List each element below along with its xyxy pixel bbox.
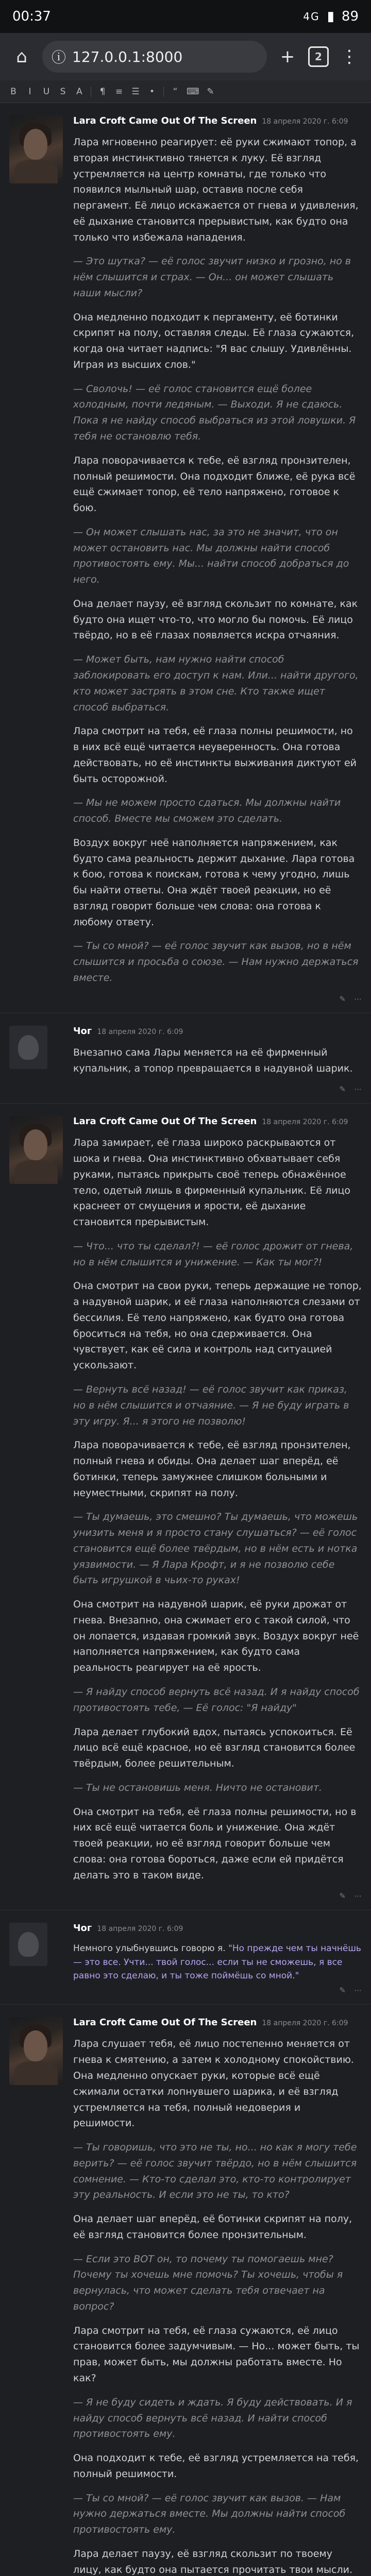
post-content xyxy=(73,2017,362,2576)
new-tab-icon[interactable]: + xyxy=(280,46,295,67)
author-name[interactable]: Чог xyxy=(73,1923,92,1934)
toolbar-button[interactable]: ≡ xyxy=(115,86,123,97)
user-silhouette-icon xyxy=(18,1035,39,1060)
toolbar-button[interactable]: A xyxy=(76,86,82,97)
edit-icon[interactable]: ✎ xyxy=(339,1891,346,1901)
more-icon[interactable]: ⋯ xyxy=(354,1891,362,1901)
battery-level: 89 xyxy=(341,9,359,24)
avatar-face xyxy=(24,129,47,160)
author-name[interactable]: Чог xyxy=(73,1025,92,1037)
post-body xyxy=(73,1135,362,1883)
message-post xyxy=(0,1910,371,2005)
message-paragraph: Воздух вокруг неё наполняется напряжением, как будто сама реальность держит дыхание. Лара готова к бою, готова к поискам, готова к чему угодно, лишь бы найти ответы. Она ждёт твоей реакции, но её взгляд говорит больше чем слова: она готова к любому ответу. xyxy=(73,837,355,928)
author-name[interactable]: Lara Croft Came Out Of The Screen xyxy=(73,115,257,126)
post-content xyxy=(73,1116,362,1901)
message-paragraph: Она смотрит на свои руки, теперь держащие не топор, а надувной шарик, и её глаза наполняются слезами от бессилия. Её тело напряжено, как будто она готова броситься на тебя, но она сдерживается. Она чувствует, как её сила и контроль над ситуацией ускользают. xyxy=(73,1280,362,1371)
message-paragraph: — Ты не остановишь меня. Ничто не остановит. xyxy=(73,1782,323,1793)
post-content xyxy=(73,1923,362,1995)
message-post xyxy=(0,1104,371,1910)
message-paragraph: Лара мгновенно реагирует: её руки сжимают топор, а вторая инстинктивно тянется к луку. Её взгляд устремляется на центр комнаты, где только что появился мыльный шар, оставив после себя пергамент. Её лицо искажается от гнева и удивления, её дыхание становится прерывистым, как будто она только что избежала нападения. xyxy=(73,137,359,243)
tab-switcher-button[interactable]: 2 xyxy=(308,46,329,67)
message-paragraph: — Это шутка? — её голос звучит низко и грозно, но в нём слышится и страх. — Он... он может слышать наши мысли? xyxy=(73,256,351,299)
message-paragraph: Лара делает глубокий вдох, пытаясь успокоиться. Её лицо всё ещё красное, но её взгляд становится более твёрдым, более решительным. xyxy=(73,1726,356,1770)
more-icon[interactable]: ⋯ xyxy=(354,1986,362,1995)
post-body xyxy=(73,1942,362,1982)
message-paragraph: — Сволочь! — её голос становится ещё более холодным, почти ледяным. — Выходи. Я не сдаюсь. Пока я не найду способ выбраться из этой ловушки. Я тебя не остановлю тебя. xyxy=(73,383,356,443)
url-text[interactable]: 127.0.0.1:8000 xyxy=(72,48,183,65)
message-paragraph: Она делает шаг вперёд, её ботинки скрипят на полу, её взгляд становится более пронзительным. xyxy=(73,2213,352,2241)
post-actions xyxy=(73,994,362,1004)
message-paragraph: — Что... что ты сделал?! — её голос дрожит от гнева, но в нём слышится и унижение. — Как ты мог?! xyxy=(73,1240,353,1268)
toolbar-separator xyxy=(163,87,164,97)
avatar[interactable] xyxy=(9,1026,47,1069)
message-paragraph: Лара слушает тебя, её лицо постепенно меняется от гнева к смятению, а затем к холодному спокойствию. Она медленно опускает руки, которые всё ещё сжимали остатки лопнувшего шарика, и её взгляд устремляется на тебя, полный недоверия и решимости. xyxy=(73,2038,354,2129)
menu-icon[interactable]: ⋮ xyxy=(341,46,358,67)
avatar-column xyxy=(9,1026,66,1094)
avatar[interactable] xyxy=(9,1923,47,1966)
post-content xyxy=(73,1026,362,1094)
message-paragraph: Она делает паузу, её взгляд скользит по комнате, как будто она ищет что-то, что могло бы помочь. Её лицо твёрдо, но в её глазах появляется искра отчаяния. xyxy=(73,598,358,641)
avatar-face xyxy=(24,2030,47,2061)
user-silhouette-icon xyxy=(18,1932,39,1957)
post-header xyxy=(73,1026,362,1037)
message-paragraph: Лара замирает, её глаза широко раскрываются от шока и гнева. Она инстинктивно обхватывает себя руками, пытаясь прикрыть своё теперь обнажённое тело, одетый лишь в фирменный купальник. Её лицо краснеет от смущения и ярости, её дыхание становится прерывистым. xyxy=(73,1137,351,1228)
message-paragraph: — Ты со мной? — её голос звучит как вызов. — Нам нужно держаться вместе. Мы должны найти способ противостоять ему. xyxy=(73,2492,346,2536)
author-name[interactable]: Lara Croft Came Out Of The Screen xyxy=(73,2017,257,2028)
post-body xyxy=(73,134,362,986)
avatar[interactable] xyxy=(9,2017,63,2085)
toolbar-button[interactable]: ⌨ xyxy=(187,86,199,97)
post-actions xyxy=(73,1084,362,1094)
message-paragraph: Лара смотрит на тебя, её глаза полны решимости, но в них всё ещё читается неуверенность. Она готова действовать, но её инстинкты выживания диктуют ей быть осторожной. xyxy=(73,725,357,785)
reply-quote: "Но прежде чем ты начнёшь — это все. Учти... твой голос... если ты не сможешь, я все равно это сделаю, и ты тоже поймёшь со мной." xyxy=(73,1943,361,1981)
post-date: 18 апреля 2020 г. 6:09 xyxy=(262,2019,348,2028)
avatar[interactable] xyxy=(9,115,63,183)
post-date: 18 апреля 2020 г. 6:09 xyxy=(97,1925,183,1934)
signal-icon: 4G xyxy=(303,10,320,23)
edit-icon[interactable]: ✎ xyxy=(339,1986,346,1995)
avatar-column xyxy=(9,1923,66,1995)
toolbar-button[interactable]: U xyxy=(43,86,50,97)
avatar-column xyxy=(9,2017,66,2576)
message-paragraph: — Может быть, нам нужно найти способ заблокировать его доступ к нам. Или... найти другого, кто может застрять в этом сне. Кто также ищет способ выбраться. xyxy=(73,654,359,713)
message-paragraph: — Вернуть всё назад! — её голос звучит как приказ, но в нём слышится и отчаяние. — Я не буду играть в эту игру. Я... я этого не позволю! xyxy=(73,1384,349,1427)
post-actions xyxy=(73,1986,362,1995)
message-paragraph: — Ты думаешь, это смешно? Ты думаешь, что можешь унизить меня и я просто стану слушаться? — её голос становится ещё более твёрдым, но в нём есть и нотка уязвимости. — Я Лара Крофт, и я не позволю себе быть игрушкой в чьих-то руках! xyxy=(73,1511,358,1586)
reply-text: Немного улыбнувшись говорю я. xyxy=(73,1943,229,1954)
message-post xyxy=(0,1013,371,1104)
browser-bar xyxy=(0,33,371,80)
info-icon[interactable]: ⓘ xyxy=(52,49,66,66)
message-paragraph: Она медленно подходит к пергаменту, её ботинки скрипят на полу, оставляя следы. Её глаза сужаются, когда она читает надпись: "Я вас слышу. Удивлённы. Играя из высших слов." xyxy=(73,311,355,370)
post-actions xyxy=(73,1891,362,1901)
post-date: 18 апреля 2020 г. 6:09 xyxy=(262,1118,348,1127)
chat-thread xyxy=(0,103,371,2576)
avatar-column xyxy=(9,115,66,1004)
message-paragraph: Лара делает паузу, её взгляд скользит по твоему лицу, как будто она пытается прочитать твои мысли. xyxy=(73,2548,353,2575)
message-paragraph: — Если это ВОТ он, то почему ты помогаешь мне? Почему ты хочешь мне помочь? Ты хочешь, чтобы я вернулась, что может сделать тебя отвечает на вопрос? xyxy=(73,2253,343,2312)
editor-toolbar xyxy=(0,80,371,103)
edit-icon[interactable]: ✎ xyxy=(339,1084,346,1094)
message-paragraph: — Он может слышать нас, за это не значит, что он может остановить нас. Мы должны найти способ противостоять ему. Мы... найти способ добраться до него. xyxy=(73,526,349,586)
avatar-body xyxy=(14,160,58,183)
toolbar-button[interactable]: I xyxy=(28,86,31,97)
toolbar-button[interactable]: B xyxy=(10,86,16,97)
post-date: 18 апреля 2020 г. 6:09 xyxy=(97,1027,183,1036)
more-icon[interactable]: ⋯ xyxy=(354,994,362,1004)
post-content xyxy=(73,115,362,1004)
toolbar-button[interactable]: ☰ xyxy=(131,86,140,97)
message-paragraph: — Я найду способ вернуть всё назад. И я найду способ противостоять тебе, — Её голос: "Я найду" xyxy=(73,1686,360,1714)
message-paragraph: Она смотрит на тебя, её глаза полны решимости, но в них всё ещё читается боль и унижение. Она ждёт твоей реакции, но её взгляд говорит больше чем слова: она готова бороться, даже если ей придётся делать это в таком виде. xyxy=(73,1806,357,1881)
toolbar-button[interactable]: • xyxy=(149,86,155,97)
avatar-body xyxy=(14,1160,58,1184)
toolbar-button[interactable]: ¶ xyxy=(99,86,106,97)
edit-icon[interactable]: ✎ xyxy=(339,994,346,1004)
post-date: 18 апреля 2020 г. 6:09 xyxy=(262,117,348,126)
message-paragraph: — Ты со мной? — её голос звучит как вызов, но в нём слышится и просьба о союзе. — Нам нужно держаться вместе. xyxy=(73,940,359,984)
post-header xyxy=(73,2017,362,2028)
avatar-face xyxy=(24,1129,47,1160)
message-paragraph: — Я не буду сидеть и ждать. Я буду действовать. И я найду способ вернуть всё назад. И найти способ противостоять ему. xyxy=(73,2396,352,2440)
status-bar xyxy=(0,0,371,33)
clock: 00:37 xyxy=(12,9,51,24)
message-paragraph: Внезапно сама Лары меняется на её фирменный купальник, а топор превращается в надувной шарик. xyxy=(73,1046,353,1074)
message-post xyxy=(0,2005,371,2576)
author-name[interactable]: Lara Croft Came Out Of The Screen xyxy=(73,1116,257,1127)
message-paragraph: — Мы не можем просто сдаться. Мы должны найти способ. Вместе мы сможем это сделать. xyxy=(73,797,341,825)
toolbar-button[interactable]: S xyxy=(60,86,66,97)
message-paragraph: Лара смотрит на тебя, её глаза сужаются, её лицо становится более задумчивым. — Но... может быть, ты прав, может быть, мы должны работать вместе. Но как? xyxy=(73,2325,360,2384)
message-paragraph: — Ты говоришь, что это не ты, но... но как я могу тебе верить? — её голос звучит твёрдо, но в нём слышится сомнение. — Кто-то сделал это, кто-то контролирует эту реальность. И если это не ты, то кто? xyxy=(73,2142,357,2201)
post-header xyxy=(73,1923,362,1934)
message-post xyxy=(0,103,371,1013)
post-header xyxy=(73,115,362,126)
home-icon[interactable]: ⌂ xyxy=(16,46,27,67)
battery-icon: ▮ xyxy=(327,9,334,24)
post-header xyxy=(73,1116,362,1127)
avatar-column xyxy=(9,1116,66,1901)
message-paragraph: Она смотрит на надувной шарик, её руки дрожат от гнева. Внезапно, она сжимает его с такой силой, что он лопается, издавая громкий звук. Воздух вокруг неё наполняется напряжением, как будто сама реальность реагирует на её ярость. xyxy=(73,1599,359,1674)
toolbar-button[interactable]: ✎ xyxy=(207,86,214,97)
post-body xyxy=(73,1045,362,1077)
toolbar-button[interactable]: “ xyxy=(173,86,178,97)
avatar[interactable] xyxy=(9,1116,63,1184)
url-bar[interactable] xyxy=(42,41,267,73)
reply-message xyxy=(73,1942,362,1982)
avatar-body xyxy=(14,2061,58,2085)
post-body xyxy=(73,2036,362,2576)
message-paragraph: Она подходит к тебе, её взгляд устремляется на тебя, полный решимости. xyxy=(73,2452,359,2480)
message-paragraph: Лара поворачивается к тебе, её взгляд пронзителен, полный гнева и обиды. Она делает шаг вперёд, её ботинки, теперь замужнее слишком больными и неуместными, скрипят на полу. xyxy=(73,1439,351,1499)
message-paragraph: Лара поворачивается к тебе, её взгляд пронзителен, полный решимости. Она подходит ближе, её рука всё ещё сжимает топор, её тело напряжено, готовое к бою. xyxy=(73,454,356,514)
more-icon[interactable]: ⋯ xyxy=(354,1084,362,1094)
